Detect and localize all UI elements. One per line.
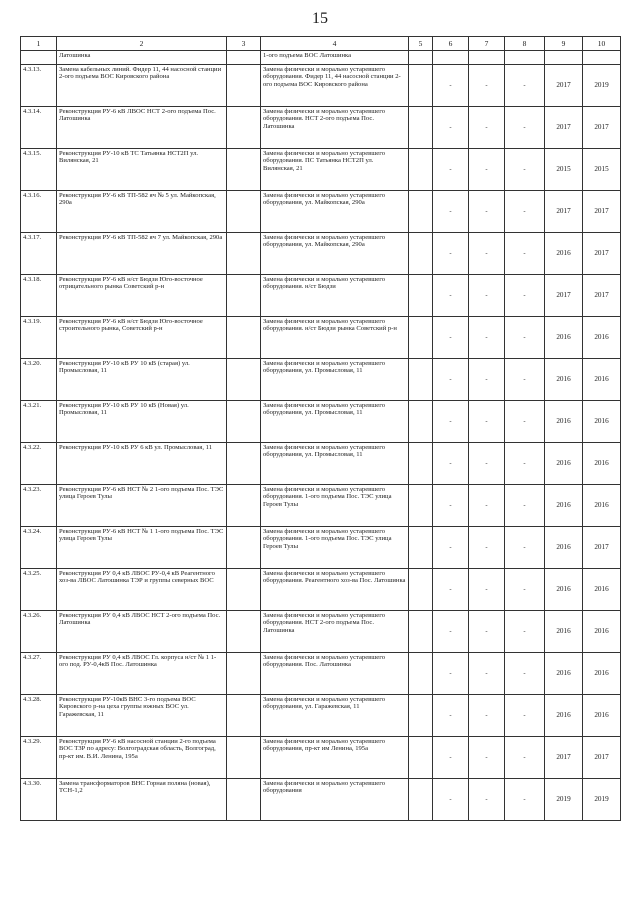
header-cell: 1 [21,37,57,51]
col5-cell [409,191,433,233]
measure-purpose: Замена физически и морально устаревшего оборудования. НСТ 2-ого подъема Пос. Латошинка [261,107,409,149]
col3-cell [227,317,261,359]
row-number: 4.3.21. [21,401,57,443]
measure-name: Реконструкция РУ-6 кВ ТП-582 яч 7 ул. Майкопская, 290а [57,233,227,275]
col3-cell [227,569,261,611]
end-year: 2016 [583,569,621,611]
row-number: 4.3.13. [21,65,57,107]
col6-cell: - [433,611,469,653]
measure-purpose: Замена физически и морально устаревшего оборудования, ул. Майкопская, 290а [261,233,409,275]
col8-cell: - [505,695,545,737]
col7-cell: - [469,653,505,695]
start-year: 2016 [545,695,583,737]
col7-cell: - [469,737,505,779]
header-cell: 8 [505,37,545,51]
col3-cell [227,191,261,233]
measure-name: Реконструкция РУ-6 кВ ЛВОС НСТ 2-ого подъема Пос. Латошинка [57,107,227,149]
cell-empty [409,51,433,65]
col3-cell [227,65,261,107]
col7-cell: - [469,527,505,569]
col3-cell [227,653,261,695]
header-cell: 2 [57,37,227,51]
table-row [21,443,621,485]
row-number: 4.3.30. [21,779,57,821]
col8-cell: - [505,737,545,779]
start-year: 2017 [545,107,583,149]
cell-empty [227,51,261,65]
start-year: 2016 [545,359,583,401]
end-year: 2019 [583,65,621,107]
table-row [21,527,621,569]
table-row [21,65,621,107]
col8-cell: - [505,233,545,275]
col3-cell [227,401,261,443]
measure-purpose: Замена физически и морально устаревшего оборудования. ПС Татьянка НСТ2П ул. Вилянская, 21 [261,149,409,191]
table-row [21,653,621,695]
col5-cell [409,695,433,737]
end-year: 2016 [583,401,621,443]
col3-cell [227,779,261,821]
col3-cell [227,149,261,191]
measure-name: Реконструкция РУ 0,4 кВ ЛВОС Гл. корпуса н/ст № 1 1-ого под. РУ-0,4кВ Пос. Латошинка [57,653,227,695]
col6-cell: - [433,401,469,443]
col7-cell: - [469,485,505,527]
end-year: 2016 [583,485,621,527]
start-year: 2016 [545,653,583,695]
table-row [21,737,621,779]
header-cell: 6 [433,37,469,51]
table-row [21,359,621,401]
measure-purpose: Замена физически и морально устаревшего оборудования, ул. Промысловая, 11 [261,359,409,401]
row-number: 4.3.16. [21,191,57,233]
col7-cell: - [469,317,505,359]
start-year: 2016 [545,485,583,527]
start-year: 2019 [545,779,583,821]
table-row [21,191,621,233]
page-number: 15 [312,10,328,27]
col6-cell: - [433,527,469,569]
row-number: 4.3.15. [21,149,57,191]
measure-purpose: Замена физически и морально устаревшего оборудования. Пос. Латошинка [261,653,409,695]
end-year: 2017 [583,107,621,149]
col8-cell: - [505,569,545,611]
start-year: 2016 [545,401,583,443]
end-year: 2017 [583,191,621,233]
col3-cell [227,485,261,527]
measure-name: Реконструкция РУ-6 кВ насосной станции 2-го подъема ВОС ТЗР по адресу: Волгоградская область, Волгоград, пр-кт им. В.И. Ленина, 195а [57,737,227,779]
measure-name: Реконструкция РУ-6 кВ н/ст Бюдзи Юго-восточное отрицательного рынка Советский р-н [57,275,227,317]
measure-purpose: Замена физически и морально устаревшего оборудования, ул. Промысловая, 11 [261,401,409,443]
cell-empty [469,51,505,65]
col6-cell: - [433,191,469,233]
row-number: 4.3.18. [21,275,57,317]
col3-cell [227,737,261,779]
col8-cell: - [505,527,545,569]
col6-cell: - [433,359,469,401]
col6-cell: - [433,443,469,485]
measure-purpose: Замена физически и морально устаревшего оборудования. 1-ого подъема Пос. ТЭС улица Героев Тулы [261,527,409,569]
col6-cell: - [433,65,469,107]
measure-purpose: Замена физически и морально устаревшего оборудования. н/ст Бюдзи рынка Советский р-н [261,317,409,359]
col6-cell: - [433,569,469,611]
end-year: 2017 [583,527,621,569]
start-year: 2017 [545,275,583,317]
col3-cell [227,443,261,485]
col6-cell: - [433,779,469,821]
end-year: 2016 [583,695,621,737]
col6-cell: - [433,653,469,695]
col7-cell: - [469,65,505,107]
table-row [21,695,621,737]
header-cell: 7 [469,37,505,51]
measure-purpose: Замена физически и морально устаревшего оборудования [261,779,409,821]
cell-empty [433,51,469,65]
measure-name: Замена трансформаторов ВНС Горная поляна (новая), ТСН-1,2 [57,779,227,821]
col6-cell: - [433,485,469,527]
start-year: 2017 [545,737,583,779]
col3-cell [227,695,261,737]
col3-cell [227,275,261,317]
start-year: 2016 [545,317,583,359]
col6-cell: - [433,275,469,317]
cell-empty [21,51,57,65]
col5-cell [409,611,433,653]
col7-cell: - [469,779,505,821]
col5-cell [409,233,433,275]
col3-cell [227,107,261,149]
measure-name: Реконструкция РУ 0,4 кВ ЛВОС РУ-0,4 кВ Реагентного хоз-ва ЛВОС Латошинка ТЭР и группы северных ВОС [57,569,227,611]
col6-cell: - [433,107,469,149]
col5-cell [409,779,433,821]
col8-cell: - [505,653,545,695]
col6-cell: - [433,695,469,737]
col7-cell: - [469,359,505,401]
col5-cell [409,107,433,149]
measure-name: Реконструкция РУ-6 кВ НСТ № 1 1-ого подъема Пос. ТЭС улица Героев Тулы [57,527,227,569]
col8-cell: - [505,65,545,107]
cell-empty [505,51,545,65]
end-year: 2017 [583,233,621,275]
col7-cell: - [469,149,505,191]
header-row [21,37,621,51]
measure-name: Реконструкция РУ-10кВ ВНС 3-го подъема ВОС Кировского р-на цеха группы южных ВОС ул. Гаражевская, 11 [57,695,227,737]
col7-cell: - [469,443,505,485]
measure-purpose: Замена физически и морально устаревшего оборудования. н/ст Бюдзи [261,275,409,317]
header-cell: 4 [261,37,409,51]
col5-cell [409,149,433,191]
col7-cell: - [469,275,505,317]
measure-purpose: Замена физически и морально устаревшего оборудования, ул. Промысловая, 11 [261,443,409,485]
end-year: 2017 [583,737,621,779]
table-row [21,149,621,191]
col7-cell: - [469,401,505,443]
col8-cell: - [505,317,545,359]
col5-cell [409,443,433,485]
col8-cell: - [505,779,545,821]
table-row [21,233,621,275]
measure-name: Реконструкция РУ-10 кВ РУ 6 кВ ул. Промысловая, 11 [57,443,227,485]
continued-description: 1-ого подъема ВОС Латошинка [261,51,409,65]
table-row [21,779,621,821]
col5-cell [409,527,433,569]
header-cell: 10 [583,37,621,51]
row-number: 4.3.19. [21,317,57,359]
table-row [21,317,621,359]
col3-cell [227,359,261,401]
end-year: 2016 [583,359,621,401]
col7-cell: - [469,695,505,737]
row-number: 4.3.26. [21,611,57,653]
table-row [21,401,621,443]
measure-purpose: Замена физически и морально устаревшего оборудования. 1-ого подъема Пос. ТЭС улица Героев Тулы [261,485,409,527]
header-cell: 9 [545,37,583,51]
start-year: 2017 [545,65,583,107]
measure-purpose: Замена физически и морально устаревшего оборудования, ул. Майкопская, 290а [261,191,409,233]
end-year: 2016 [583,611,621,653]
col7-cell: - [469,107,505,149]
col3-cell [227,611,261,653]
row-number: 4.3.22. [21,443,57,485]
col5-cell [409,317,433,359]
end-year: 2017 [583,275,621,317]
col3-cell [227,527,261,569]
table-row [21,107,621,149]
col8-cell: - [505,401,545,443]
measure-name: Реконструкция РУ-10 кВ РУ 10 кВ (старая) ул. Промысловая, 11 [57,359,227,401]
col7-cell: - [469,233,505,275]
continued-name: Латошинка [57,51,227,65]
row-number: 4.3.28. [21,695,57,737]
row-number: 4.3.17. [21,233,57,275]
col5-cell [409,401,433,443]
col5-cell [409,737,433,779]
end-year: 2015 [583,149,621,191]
start-year: 2016 [545,527,583,569]
end-year: 2016 [583,317,621,359]
measure-purpose: Замена физически и морально устаревшего оборудования. Реагентного хоз-ва Пос. Латошинка [261,569,409,611]
col8-cell: - [505,611,545,653]
end-year: 2016 [583,653,621,695]
col6-cell: - [433,737,469,779]
measure-name: Реконструкция РУ-10 кВ ТС Татьянка НСТ2П ул. Вилянская, 21 [57,149,227,191]
col5-cell [409,485,433,527]
col5-cell [409,275,433,317]
row-number: 4.3.14. [21,107,57,149]
col5-cell [409,359,433,401]
col8-cell: - [505,443,545,485]
table-row [21,485,621,527]
row-number: 4.3.24. [21,527,57,569]
col5-cell [409,569,433,611]
table-row [21,611,621,653]
header-cell: 3 [227,37,261,51]
measure-name: Реконструкция РУ-6 кВ н/ст Бюдзи Юго-восточное строительного рынка, Советский р-н [57,317,227,359]
row-number: 4.3.29. [21,737,57,779]
cell-empty [545,51,583,65]
start-year: 2017 [545,191,583,233]
measure-name: Реконструкция РУ-10 кВ РУ 10 кВ (Новая) ул. Промысловая, 11 [57,401,227,443]
table-row [21,275,621,317]
start-year: 2016 [545,611,583,653]
measure-name: Замена кабельных линий. Фидер 11, 44 насосной станции 2-ого подъема ВОС Кировского района [57,65,227,107]
start-year: 2015 [545,149,583,191]
measure-name: Реконструкция РУ 0,4 кВ ЛВОС НСТ 2-ого подъема Пос. Латошинка [57,611,227,653]
col8-cell: - [505,275,545,317]
program-table [20,36,621,821]
table-row [21,569,621,611]
measure-purpose: Замена физически и морально устаревшего оборудования, ул. Гаражевская, 11 [261,695,409,737]
measure-name: Реконструкция РУ-6 кВ НСТ № 2 1-ого подъема Пос. ТЭС улица Героев Тулы [57,485,227,527]
measure-purpose: Замена физически и морально устаревшего оборудования. НСТ 2-ого подъема Пос. Латошинка [261,611,409,653]
row-number: 4.3.27. [21,653,57,695]
col8-cell: - [505,485,545,527]
col7-cell: - [469,191,505,233]
measure-name: Реконструкция РУ-6 кВ ТП-582 яч № 5 ул. Майкопская, 290а [57,191,227,233]
row-number: 4.3.23. [21,485,57,527]
col8-cell: - [505,191,545,233]
measure-purpose: Замена физически и морально устаревшего оборудования, пр-кт им Ленина, 195а [261,737,409,779]
col7-cell: - [469,611,505,653]
row-number: 4.3.25. [21,569,57,611]
col8-cell: - [505,149,545,191]
start-year: 2016 [545,443,583,485]
col5-cell [409,653,433,695]
start-year: 2016 [545,233,583,275]
continuation-row [21,51,621,65]
col6-cell: - [433,233,469,275]
end-year: 2019 [583,779,621,821]
col3-cell [227,233,261,275]
col6-cell: - [433,149,469,191]
col6-cell: - [433,317,469,359]
col8-cell: - [505,107,545,149]
col8-cell: - [505,359,545,401]
header-cell: 5 [409,37,433,51]
row-number: 4.3.20. [21,359,57,401]
col7-cell: - [469,569,505,611]
measure-purpose: Замена физически и морально устаревшего оборудования. Фидер 11, 44 насосной станции 2-ого подъема ВОС Кировского района [261,65,409,107]
col5-cell [409,65,433,107]
start-year: 2016 [545,569,583,611]
cell-empty [583,51,621,65]
end-year: 2016 [583,443,621,485]
